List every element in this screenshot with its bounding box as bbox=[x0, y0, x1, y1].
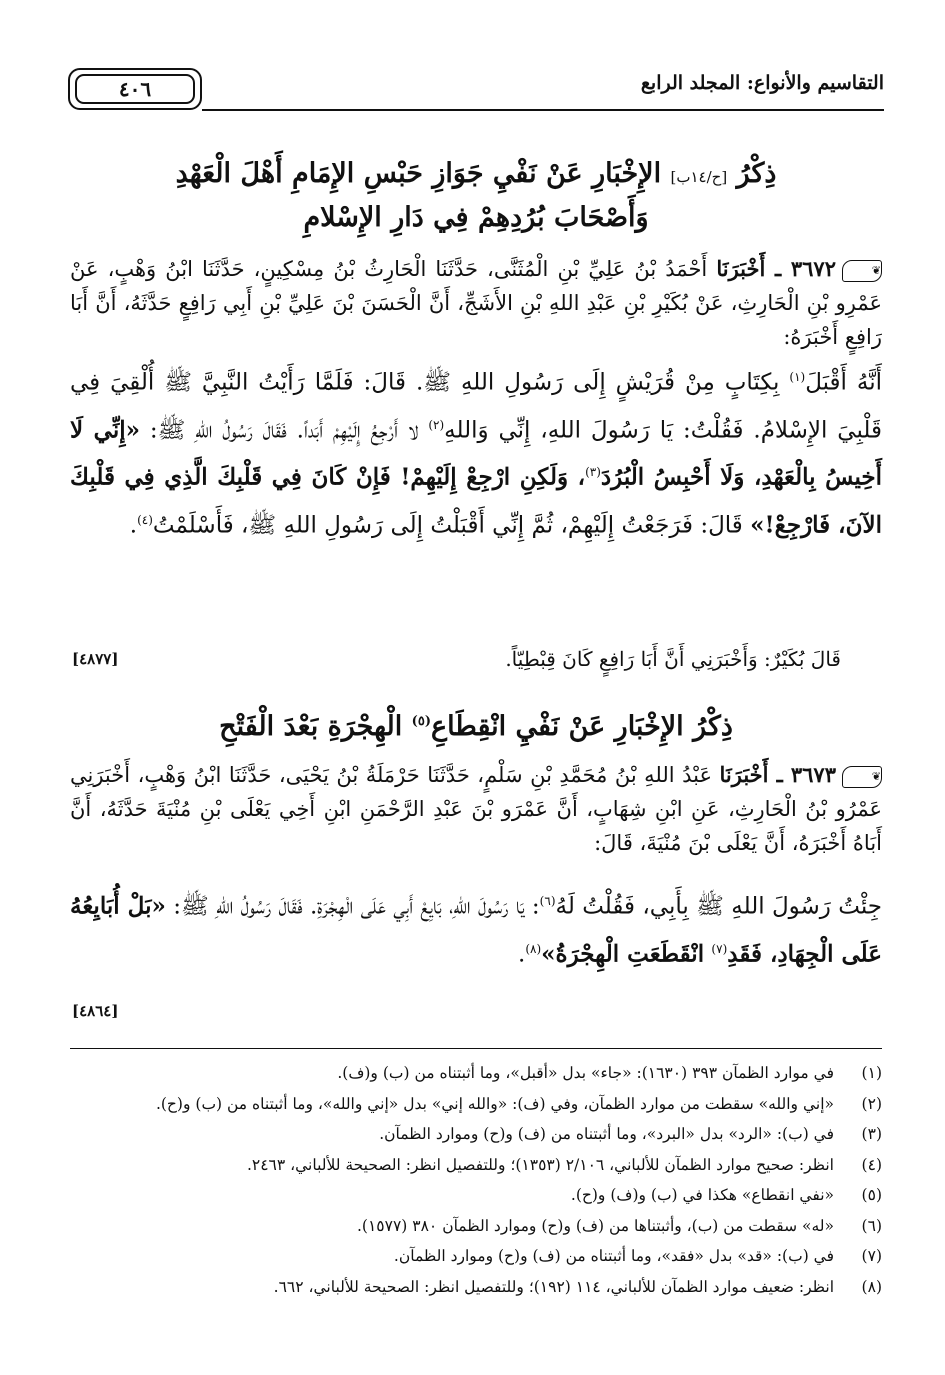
footnote-number: (٥) bbox=[861, 1186, 882, 1204]
footnote-ref[interactable]: (١) bbox=[789, 370, 806, 384]
hadith-number: ٣٦٧٣ ـ أَخْبَرَنَا bbox=[719, 762, 836, 787]
prophetic-quote: ، وَلَكِنِ ارْجِعْ إِلَيْهِمْ! فَإِنْ كَانَ فِي قَلْبِكَ الَّذِي فِي قَلْبِكَ الآنَ، فَارْجِعْ!» bbox=[70, 463, 882, 539]
footnote-ref[interactable]: (٦) bbox=[539, 894, 556, 908]
manuscript-ref: [ح/١٤ب] bbox=[670, 168, 728, 186]
footnote-number: (٨) bbox=[861, 1277, 882, 1296]
footnote-text: انظر: صحيح موارد الظمآن للألباني، ٢/١٠٦ (١٣٥٣)؛ وللتفصيل انظر: الصحيحة للألباني، ٢٤٦٣. bbox=[246, 1155, 834, 1174]
body-text: بِكِتَابٍ مِنْ قُرَيْشٍ إِلَى رَسُولِ اللهِ ﷺ. قَالَ: فَلَمَّا رَأَيْتُ النَّبِيَّ ﷺ أُلْقِيَ فِي قَلْبِيَ الإِسْلامُ. فَقُلْتُ: يَا رَسُولَ اللهِ، إِنِّي وَاللهِ bbox=[70, 369, 883, 444]
footnote-ref[interactable]: (٢) bbox=[428, 417, 445, 432]
footnotes-list bbox=[70, 1058, 882, 1302]
title-lead: ذِكْرُ bbox=[736, 158, 777, 189]
footnote-text: انظر: ضعيف موارد الظمآن للألباني، ١١٤ (١٩٢)؛ وللتفصيل انظر: الصحيحة للألباني، ٦٦٢. bbox=[273, 1277, 834, 1296]
footnote-text: «له» سقطت من (ب)، وأثبتناها من (ف) و(ح) وموارد الظمآن ٣٨٠ (١٥٧٧). bbox=[357, 1216, 834, 1235]
footnote-ref[interactable]: (٤) bbox=[137, 512, 153, 527]
running-title: التقاسيم والأنواع: المجلد الرابع bbox=[640, 72, 884, 94]
hadith-reference: [٤٨٦٤] bbox=[72, 1002, 119, 1020]
body-text: جِئْتُ رَسُولَ اللهِ ﷺ بِأَبِي، فَقُلْتُ لَهُ bbox=[555, 893, 883, 920]
page-header bbox=[68, 68, 884, 116]
body-text: قَالَ: فَرَجَعْتُ إِلَيْهِمْ، ثُمَّ إِنِّي أَقْبَلْتُ إِلَى رَسُولِ اللهِ ﷺ، فَأَسْلَمْتُ bbox=[152, 512, 743, 539]
footnote-number: (٣) bbox=[861, 1125, 882, 1143]
title-line-1: الإِخْبَارِ عَنْ نَفْيِ جَوَازِ حَبْسِ الإِمَامِ أَهْلَ الْعَهْدِ bbox=[175, 158, 662, 189]
isnad-text: أَحْمَدُ بْنُ عَلِيِّ بْنِ الْمُثَنَّى، حَدَّثَنَا الْحَارِثُ بْنُ مِسْكِينٍ، حَدَّثَنَا ابْنُ وَهْبٍ، عَنْ عَمْرِو بْنِ الْحَارِثِ، عَنْ بُكَيْرِ بْنِ عَبْدِ اللهِ بْنِ الأَشَجِّ، أَنَّ الْحَسَنَ بْنَ عَلِيِّ بْنِ أَبِي رَافِعٍ حَدَّثَهُ، أَنَّ أَبَا رَافِعٍ أَخْبَرَهُ: bbox=[70, 257, 882, 349]
hadith-number: ٣٦٧٢ ـ أَخْبَرَنَا bbox=[716, 256, 836, 281]
section-title-1-line-2: وَأَصْحَابَ بُرُدِهِمْ فِي دَارِ الإِسْلامِ bbox=[303, 202, 649, 233]
section-title-2 bbox=[70, 700, 882, 749]
body-text: أَنَّهُ أَقْبَلَ bbox=[805, 369, 882, 396]
footnote-separator bbox=[70, 1048, 882, 1049]
closing-line: قَالَ بُكَيْرٌ: وَأَخْبَرَنِي أَنَّ أَبَا رَافِعٍ كَانَ قِبْطِيّاً. bbox=[505, 647, 841, 671]
footnote-number: (٤) bbox=[861, 1155, 882, 1174]
footnote-text: «نفي انقطاع» هكذا في (ب) و(ف) و(ح). bbox=[570, 1186, 834, 1204]
footnote-ref[interactable]: (٣) bbox=[585, 465, 601, 480]
footnote bbox=[70, 1119, 882, 1150]
footnote bbox=[70, 1089, 882, 1120]
khabar-emblem-icon: ❦ bbox=[842, 260, 882, 282]
footnote-number: (٧) bbox=[861, 1247, 882, 1265]
hadith-reference: [٤٨٧٧] bbox=[72, 650, 119, 668]
title-text: ذِكْرُ الإِخْبَارِ عَنْ نَفْيِ انْقِطَاعِ bbox=[430, 711, 733, 742]
section-title-1 bbox=[70, 152, 882, 199]
footnote-ref[interactable]: (٨) bbox=[525, 941, 542, 956]
period: . bbox=[518, 941, 526, 968]
hadith-body-3672: أَنَّهُ أَقْبَلَ$^{(١)}$ بِكِتَابٍ مِنْ قُرَيْشٍ إِلَى رَسُولِ اللهِ ﷺ. قَالَ: فَلَمَّا رَأَيْتُ النَّبِيَّ ﷺ أُلْقِيَ فِي قَلْبِيَ الإِسْلامُ. فَقُلْتُ: يَا رَسُولَ اللهِ، إِنِّي وَاللهِ$^{(٢)}$ لا أَرْجِعُ إِلَيْهِمْ أَبَداً. فَقَالَ رَسُولُ اللهِ ﷺ: «إِنِّي لَا أَخِيسُ بِالْعَهْدِ، وَلَا أَحْبِسُ الْبُرُدَ$^{(٣)}$، وَلَكِنِ ارْجِعْ إِلَيْهِمْ! فَإِنْ كَانَ فِي قَلْبِكَ الَّذِي فِي قَلْبِكَ الآنَ، فَارْجِعْ!» قَالَ: فَرَجَعْتُ إِلَيْهِمْ، ثُمَّ إِنِّي أَقْبَلْتُ إِلَى رَسُولِ اللهِ ﷺ، فَأَسْلَمْتُ$^{(٤)}$. bbox=[70, 369, 883, 539]
footnote-text: في (ب): «قد» بدل «فقد»، وما أثبتناه من (ف) و(ح) وموارد الظمآن. bbox=[393, 1247, 834, 1265]
page-number: ٤٠٦ bbox=[75, 74, 195, 104]
footnote bbox=[70, 1241, 882, 1272]
footnote-number: (٦) bbox=[861, 1216, 882, 1235]
isnad-text: عَبْدُ اللهِ بْنُ مُحَمَّدِ بْنِ سَلْمٍ، حَدَّثَنَا حَرْمَلَةُ بْنُ يَحْيَى، حَدَّثَنَا ابْنُ وَهْبٍ، أَخْبَرَنِي عَمْرُو بْنُ الْحَارِثِ، عَنِ ابْنِ شِهَابٍ، أَنَّ عَمْرَو بْنَ عَبْدِ الرَّحْمَنِ ابْنِ أَخِي يَعْلَى بْنِ مُنْيَةَ حَدَّثَهُ، أَنَّ أَبَاهُ أَخْبَرَهُ، أَنَّ يَعْلَى بْنَ مُنْيَةَ، قَالَ: bbox=[70, 763, 882, 855]
header-rule bbox=[202, 109, 884, 111]
prophetic-quote: «إِنِّي لَا أَخِيسُ بِالْعَهْدِ، وَلَا أَحْبِسُ الْبُرُدَ bbox=[70, 416, 882, 491]
footnote bbox=[70, 1272, 882, 1303]
title-text: الْهِجْرَةِ بَعْدَ الْفَتْحِ bbox=[219, 711, 403, 742]
khabar-emblem-icon: ❦ bbox=[842, 766, 882, 788]
footnote-number: (١) bbox=[861, 1064, 882, 1082]
footnote bbox=[70, 1180, 882, 1211]
page-number-frame bbox=[68, 68, 202, 110]
footnote bbox=[70, 1058, 882, 1089]
footnote-text: في (ب): «الرد» بدل «البرد»، وما أثبتناه من (ف) و(ح) وموارد الظمآن. bbox=[379, 1125, 834, 1143]
body-text: لا أَرْجِعُ إِلَيْهِمْ أَبَداً. فَقَالَ رَسُولُ اللهِ ﷺ: bbox=[149, 417, 419, 444]
hadith-chain-3672 bbox=[70, 252, 882, 354]
footnote-number: (٢) bbox=[861, 1094, 882, 1113]
hadith-chain-3673 bbox=[70, 758, 882, 860]
body-text: : يَا رَسُولَ اللهِ، بَايِعْ أَبِي عَلَى الْهِجْرَةِ. فَقَالَ رَسُولُ اللهِ ﷺ: bbox=[173, 893, 540, 920]
footnote bbox=[70, 1150, 882, 1181]
prophetic-quote: «بَلْ أُبَايِعُهُ عَلَى الْجِهَادِ، فَقَدِ bbox=[70, 892, 882, 968]
footnote-ref[interactable]: (٥) bbox=[411, 714, 431, 729]
hadith-body-3673 bbox=[70, 880, 882, 975]
prophetic-quote: انْقَطَعَتِ الْهِجْرَةُ» bbox=[541, 940, 705, 968]
footnote bbox=[70, 1211, 882, 1242]
footnote-ref[interactable]: (٧) bbox=[711, 941, 728, 956]
footnote-text: «إني والله» سقطت من موارد الظمآن، وفي (ف): «والله إني» بدل «إني والله»، وما أثبتناه من (ب) و(ح). bbox=[155, 1094, 834, 1113]
footnote-text: في موارد الظمآن ٣٩٣ (١٦٣٠): «جاء» بدل «أقبل»، وما أثبتناه من (ب) و(ف). bbox=[337, 1064, 834, 1082]
